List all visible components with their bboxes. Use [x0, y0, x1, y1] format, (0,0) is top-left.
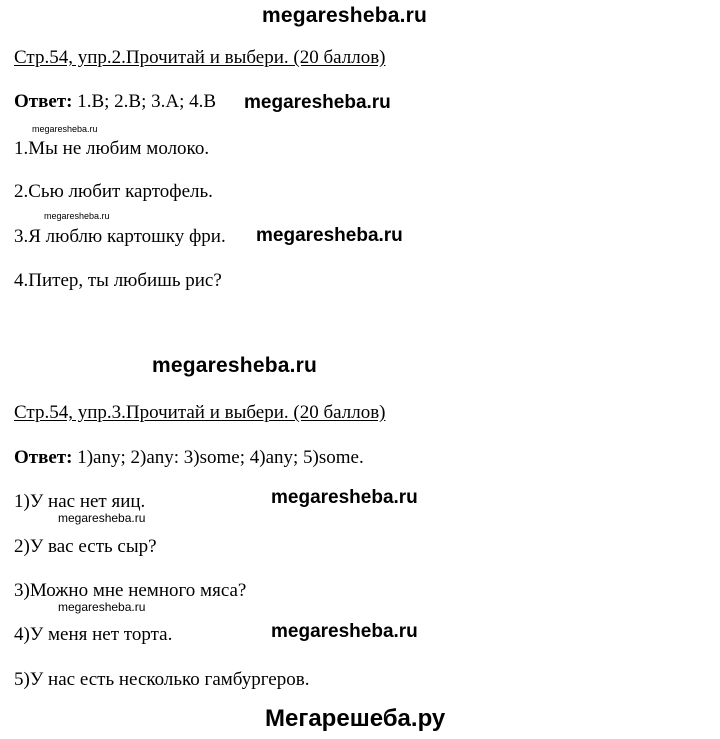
watermark-large: megaresheba.ru — [152, 354, 318, 377]
section2-answer-text: 1)any; 2)any: 3)some; 4)any; 5)some. — [72, 447, 364, 468]
footer-watermark: Мегарешеба.ру — [265, 705, 446, 732]
section2-answer-label: Ответ: — [14, 447, 73, 468]
section1-line-1: 1.Мы не любим молоко. — [14, 138, 210, 159]
section2-title: Стр.54, упр.3.Прочитай и выбери. (20 баллов) — [14, 402, 386, 423]
section2-line-1: 1)У нас нет яиц. — [14, 491, 146, 512]
watermark-tiny: megaresheba.ru — [32, 124, 98, 134]
watermark-inline: megaresheba.ru — [244, 92, 391, 113]
section2-line-4: 4)У меня нет торта. — [14, 624, 173, 645]
section2-line-3: 3)Можно мне немного мяса? — [14, 580, 247, 601]
section1-answer-text: 1.B; 2.B; 3.A; 4.B — [72, 91, 217, 112]
section1-answer-label: Ответ: — [14, 91, 73, 112]
section1-line-2: 2.Сью любит картофель. — [14, 181, 213, 202]
watermark-inline: megaresheba.ru — [256, 225, 403, 246]
watermark-small: megaresheba.ru — [58, 511, 146, 525]
section2-answer — [14, 447, 364, 469]
section1-title: Стр.54, упр.2.Прочитай и выбери. (20 баллов) — [14, 47, 386, 68]
watermark-tiny: megaresheba.ru — [44, 211, 110, 221]
section2-line-5: 5)У нас есть несколько гамбургеров. — [14, 669, 310, 690]
site-header-watermark: megaresheba.ru — [262, 4, 428, 27]
section1-line-4: 4.Питер, ты любишь рис? — [14, 270, 222, 291]
section1-line-3: 3.Я люблю картошку фри. — [14, 226, 226, 247]
watermark-inline: megaresheba.ru — [271, 487, 418, 508]
watermark-inline: megaresheba.ru — [271, 621, 418, 642]
watermark-small: megaresheba.ru — [58, 600, 146, 614]
section2-line-2: 2)У вас есть сыр? — [14, 536, 157, 557]
section1-answer — [14, 91, 216, 113]
